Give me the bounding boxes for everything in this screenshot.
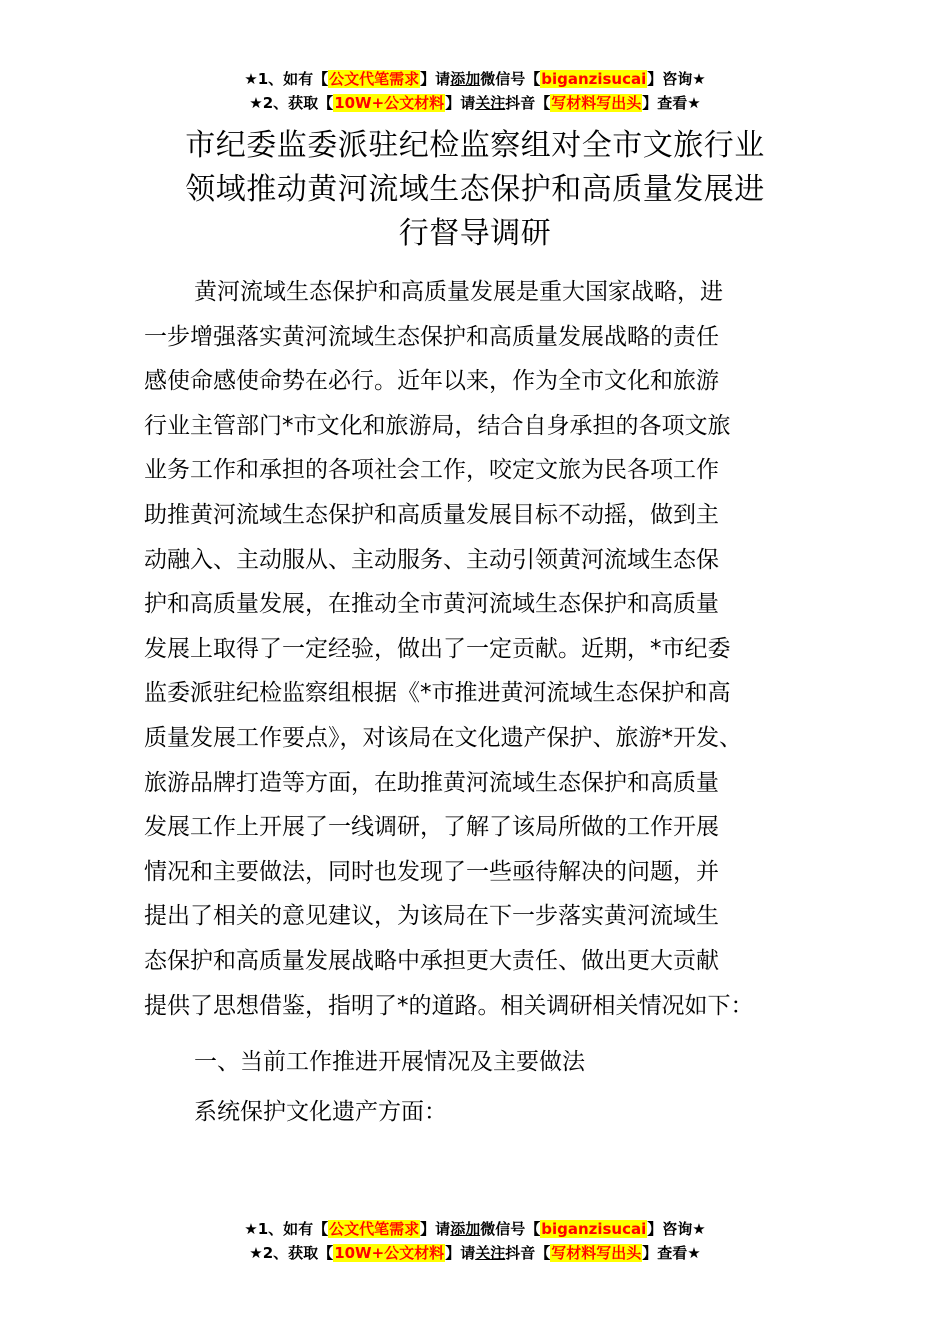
- banner-line-1: [0, 67, 950, 91]
- footer-banner: [0, 1217, 950, 1265]
- banner-line-1: [0, 1217, 950, 1241]
- banner-highlight: 公文代笔需求: [329, 70, 420, 88]
- banner-highlight: biganzisucai: [541, 70, 647, 88]
- banner-text: 】请: [445, 1244, 476, 1262]
- banner-text: 微信号【: [480, 1220, 541, 1238]
- paragraph-line: 黄河流域生态保护和高质量发展是重大国家战略，进: [194, 279, 723, 305]
- paragraph-line: 动融入、主动服从、主动服务、主动引领黄河流域生态保: [144, 546, 719, 573]
- banner-text: 】咨询★: [647, 1220, 706, 1238]
- paragraph-line: 提供了思想借鉴，指明了*的道路。相关调研相关情况如下：: [144, 992, 754, 1019]
- paragraph-line: 助推黄河流域生态保护和高质量发展目标不动摇，做到主: [144, 501, 719, 528]
- banner-underlined-text: 添加: [450, 70, 481, 88]
- paragraph-line: 质量发展工作要点》，对该局在文化遗产保护、旅游*开发、: [144, 724, 742, 751]
- banner-text: ★2、获取【: [249, 1244, 334, 1262]
- paragraph-line: 提出了相关的意见建议，为该局在下一步落实黄河流域生: [144, 903, 719, 930]
- banner-text: 】请: [445, 94, 476, 112]
- paragraph-line: 感使命感使命势在必行。近年以来，作为全市文化和旅游: [144, 368, 719, 395]
- paragraph-line: 行业主管部门*市文化和旅游局，结合自身承担的各项文旅: [144, 412, 731, 439]
- title-line: 市纪委监委派驻纪检监察组对全市文旅行业: [185, 128, 765, 163]
- paragraph-line: 情况和主要做法，同时也发现了一些亟待解决的问题，并: [144, 858, 719, 885]
- paragraph-line: 发展上取得了一定经验，做出了一定贡献。近期，*市纪委: [144, 635, 731, 662]
- intro-paragraph: [144, 270, 824, 1028]
- paragraph-line: 业务工作和承担的各项社会工作，咬定文旅为民各项工作: [144, 457, 719, 484]
- banner-line-2: [0, 91, 950, 115]
- document-title: [130, 124, 820, 256]
- paragraph-line: 态保护和高质量发展战略中承担更大责任、做出更大贡献: [144, 947, 719, 974]
- subsection-heading: 系统保护文化遗产方面：: [194, 1099, 447, 1125]
- banner-text: 】咨询★: [647, 70, 706, 88]
- banner-underlined-text: 关注: [475, 94, 506, 112]
- title-line: 领域推动黄河流域生态保护和高质量发展进: [185, 172, 765, 207]
- section-heading: 一、当前工作推进开展情况及主要做法: [194, 1049, 585, 1075]
- title-line: 行督导调研: [398, 216, 552, 251]
- banner-highlight: 写材料写出头: [551, 1244, 642, 1262]
- banner-text: 微信号【: [480, 70, 541, 88]
- banner-highlight: 10W+公文材料: [334, 94, 445, 112]
- banner-highlight: 写材料写出头: [551, 94, 642, 112]
- banner-text: ★2、获取【: [249, 94, 334, 112]
- banner-text: 】查看★: [642, 94, 701, 112]
- banner-text: ★1、如有【: [244, 1220, 329, 1238]
- banner-underlined-text: 添加: [450, 1220, 481, 1238]
- banner-text: ★1、如有【: [244, 70, 329, 88]
- banner-underlined-text: 关注: [475, 1244, 506, 1262]
- paragraph-line: 一步增强落实黄河流域生态保护和高质量发展战略的责任: [144, 323, 719, 350]
- paragraph-line: 旅游品牌打造等方面，在助推黄河流域生态保护和高质量: [144, 769, 719, 796]
- banner-highlight: 10W+公文材料: [334, 1244, 445, 1262]
- banner-text: 抖音【: [505, 94, 551, 112]
- banner-highlight: 公文代笔需求: [329, 1220, 420, 1238]
- paragraph-line: 护和高质量发展，在推动全市黄河流域生态保护和高质量: [144, 591, 719, 618]
- banner-text: 】请: [420, 70, 451, 88]
- header-banner: [0, 67, 950, 115]
- banner-highlight: biganzisucai: [541, 1220, 647, 1238]
- banner-line-2: [0, 1241, 950, 1265]
- banner-text: 】请: [420, 1220, 451, 1238]
- banner-text: 抖音【: [505, 1244, 551, 1262]
- paragraph-line: 发展工作上开展了一线调研，了解了该局所做的工作开展: [144, 814, 719, 841]
- paragraph-line: 监委派驻纪检监察组根据《*市推进黄河流域生态保护和高: [144, 680, 731, 707]
- banner-text: 】查看★: [642, 1244, 701, 1262]
